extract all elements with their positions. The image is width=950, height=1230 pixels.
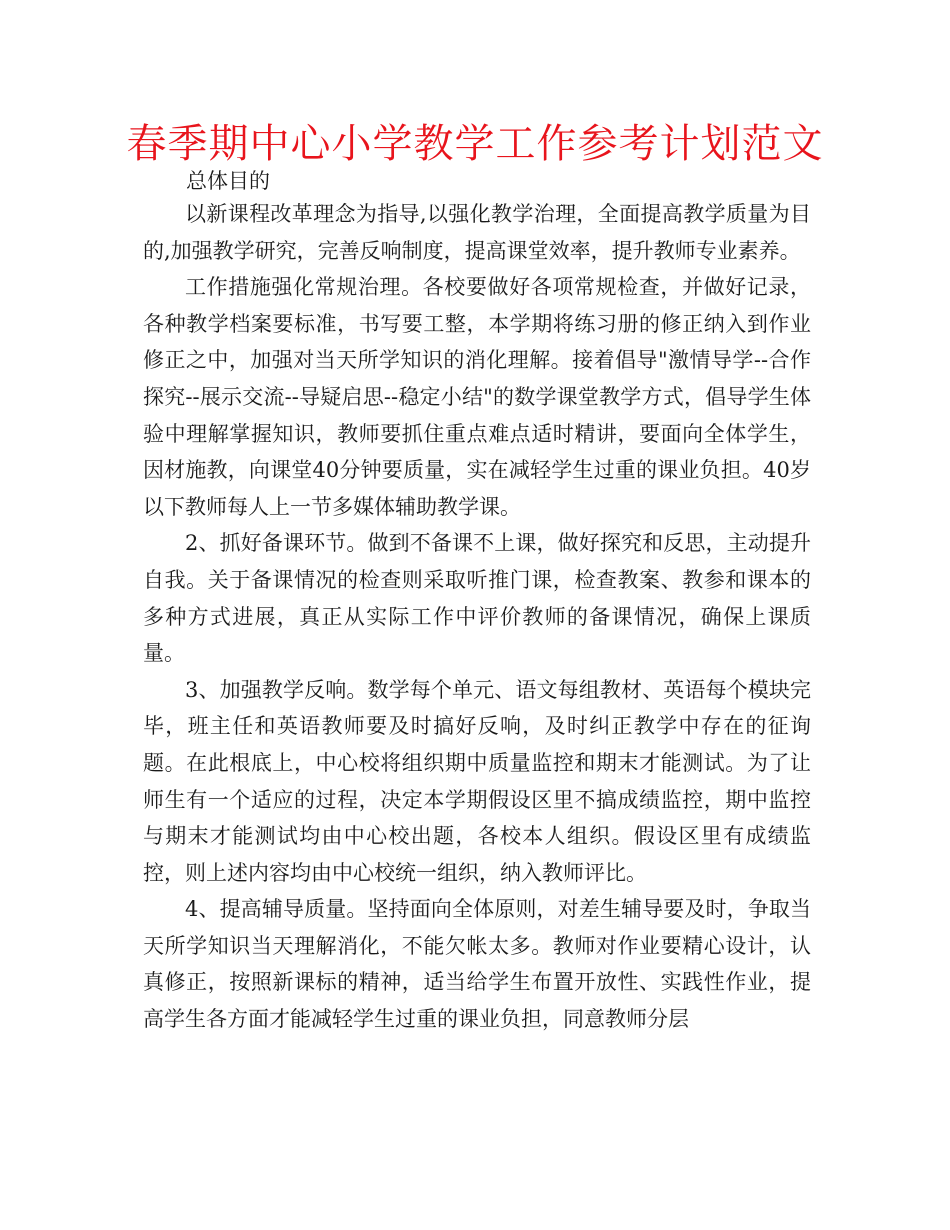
paragraph-goal: 以新课程改革理念为指导,以强化教学治理，全面提高教学质量为目的,加强教学研究，完善反响制度，提高课堂效率，提升教师专业素养。 xyxy=(143,202,811,263)
section-heading: 总体目的 xyxy=(186,169,270,193)
paragraph-feedback: 3、加强教学反响。数学每个单元、语文每组教材、英语每个模块完毕，班主任和英语教师要及时搞好反响，及时纠正教学中存在的征询题。在此根底上，中心校将组织期中质量监控和期末才能测试。为了让师生有一个适应的过程，决定本学期假设区里不搞成绩监控，期中监控与期末才能测试均由中心校出题，各校本人组织。假设区里有成绩监控，则上述内容均由中心校统一组织，纳入教师评比。 xyxy=(143,677,811,885)
paragraph-measures: 工作措施强化常规治理。各校要做好各项常规检查，并做好记录，各种教学档案要标准，书写要工整，本学期将练习册的修正纳入到作业修正之中，加强对当天所学知识的消化理解。接着倡导"激情导学--合作探究--展示交流--导疑启思--稳定小结"的数学课堂教学方式，倡导学生体验中理解掌握知识，教师要抓住重点难点适时精讲，要面向全体学生，因材施教，向课堂40分钟要质量，实在减轻学生过重的课业负担。40岁以下教师每人上一节多媒体辅助教学课。 xyxy=(143,275,811,519)
document-body xyxy=(143,196,811,1038)
document-title: 春季期中心小学教学工作参考计划范文 xyxy=(126,121,824,167)
paragraph-lesson-prep: 2、抓好备课环节。做到不备课不上课，做好探究和反思，主动提升自我。关于备课情况的检查则采取听推门课，检查教案、教参和课本的多种方式进展，真正从实际工作中评价教师的备课情况，确保上课质量。 xyxy=(143,531,811,666)
paragraph-tutoring: 4、提高辅导质量。坚持面向全体原则，对差生辅导要及时，争取当天所学知识当天理解消化，不能欠帐太多。教师对作业要精心设计，认真修正，按照新课标的精神，适当给学生布置开放性、实践性作业，提高学生各方面才能减轻学生过重的课业负担，同意教师分层 xyxy=(143,897,811,1032)
